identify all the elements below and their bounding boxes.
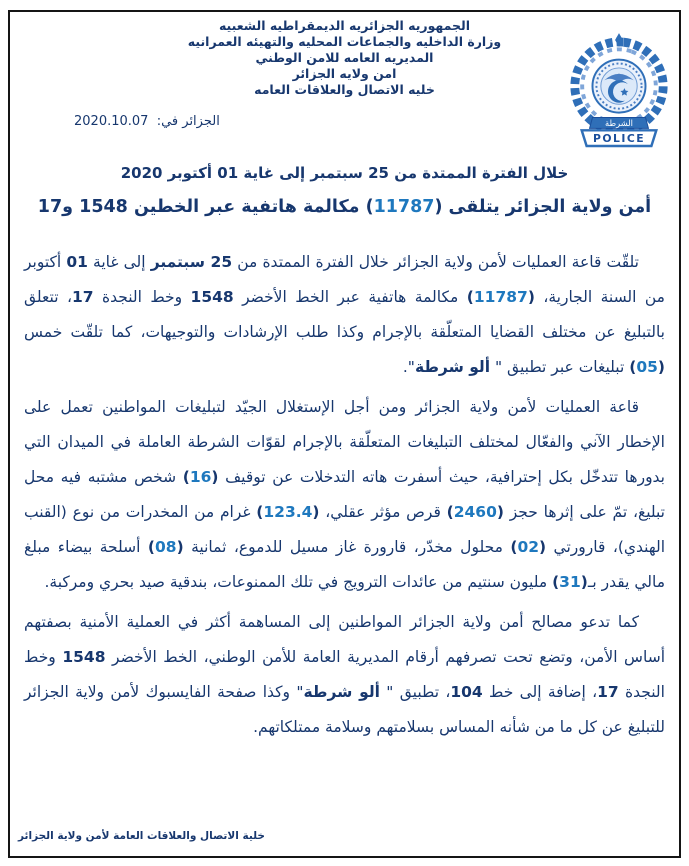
paragraph-3: كما تدعو مصالح أمن ولاية الجزائر المواطنين إلى المساهمة أكثر في العملية الأمنية بصفتهم أساس الأمن، وتضع تحت تصرفهم أرقام المديرية العامة للأمن الوطني، الخط الأخضر 1548 وخط النجدة 17، إضافة إلى خط 104، تطبيق " ألو شرطة" وكذا صفحة الفايسبوك لأمن ولاية الجزائر للتبليغ عن كل ما من شأنه المساس بسلامتهم وسلامة ممتلكاتهم. (24, 613, 665, 736)
date-line (74, 114, 274, 129)
title-block (10, 163, 679, 219)
page-content (10, 12, 679, 856)
highlight-number: (31) (552, 573, 588, 591)
letterhead-line-ministry: وزارة الداخليه والجماعات المحليه والتهيئه العمرانيه (187, 34, 502, 49)
body-text (24, 245, 665, 745)
title-line-1: خلال الفترة الممتدة من 25 سبتمبر إلى غاية 01 أكتوبر 2020 (120, 164, 569, 182)
highlight-number: (16) (182, 468, 219, 486)
letterhead-line-dgsn: المديريه العامه للامن الوطني (255, 50, 434, 65)
paragraph-1: تلقّت قاعة العمليات لأمن ولاية الجزائر خلال الفترة الممتدة من 25 سبتمبر إلى غاية 01 أكتوبر من السنة الجارية، (11787) مكالمة هاتفية عبر الخط الأخضر 1548 وخط النجدة 17، تتعلق بالتبليغ عن مختلف القضايا المتعلّقة بالإجرام وكذا طلب الإرشادات والتوجيهات، كما تلقّت خمس (05) تبليغات عبر تطبيق " ألو شرطة". (24, 253, 665, 376)
letterhead-line-cell: خليه الاتصال والعلاقات العامه (254, 82, 435, 97)
police-emblem (565, 26, 673, 158)
seal-icon (592, 60, 645, 113)
paragraph-2: قاعة العمليات لأمن ولاية الجزائر ومن أجل الإستغلال الجيّد لتبليغات المواطنين تعمل على الإخطار الآني والفعّال لمختلف التبليغات المتعلّقة بالإجرام لقوّات الشرطة العاملة في الميدان التي بدورها تتدخّل بكل إحترافية، حيث أسفرت هاته التدخلات عن توقيف (16) شخص مشتبه فيه محل تبليغ، تمّ على إثرها حجز (2460) قرص مؤثر عقلي، (123.4) غرام من المخدرات من نوع (القنب الهندي)، قارورتي (02) محلول مخدّر، قارورة غاز مسيل للدموع، ثمانية (08) أسلحة بيضاء مبلغ مالي يقدر بـ(31) مليون سنتيم من عائدات الترويج في تلك الممنوعات، بندقية صيد بحري ومركبة. (24, 398, 666, 591)
police-emblem-icon (565, 26, 673, 158)
highlight-number: (123.4) (256, 503, 320, 521)
date-value: 2020.10.07 (74, 114, 149, 129)
letterhead-line-republic: الجمهوريه الجزائريه الديمقراطيه الشعبيه (218, 18, 471, 33)
highlight-number: (02) (510, 538, 547, 556)
highlight-number: (11787) (466, 288, 535, 306)
banner-ar (590, 118, 649, 129)
highlight-number: (08) (147, 538, 184, 556)
svg-text:الشرطة: الشرطة (605, 117, 633, 128)
highlight-number: (05) (629, 358, 665, 376)
footer-signature: خلية الاتصال والعلاقات العامة لأمن ولاية الجزائر (18, 830, 265, 842)
letterhead-line-wilaya: امن ولايه الجزائر (292, 66, 397, 81)
title-line-2: أمن ولاية الجزائر يتلقى (11787) مكالمة هاتفية عبر الخطين 1548 و17 (37, 197, 652, 217)
date-label: الجزائر في: (156, 114, 220, 129)
banner-en (582, 130, 657, 146)
highlight-number: (2460) (446, 503, 504, 521)
svg-text:POLICE: POLICE (592, 132, 646, 146)
highlight-number: (11787) (365, 197, 443, 217)
